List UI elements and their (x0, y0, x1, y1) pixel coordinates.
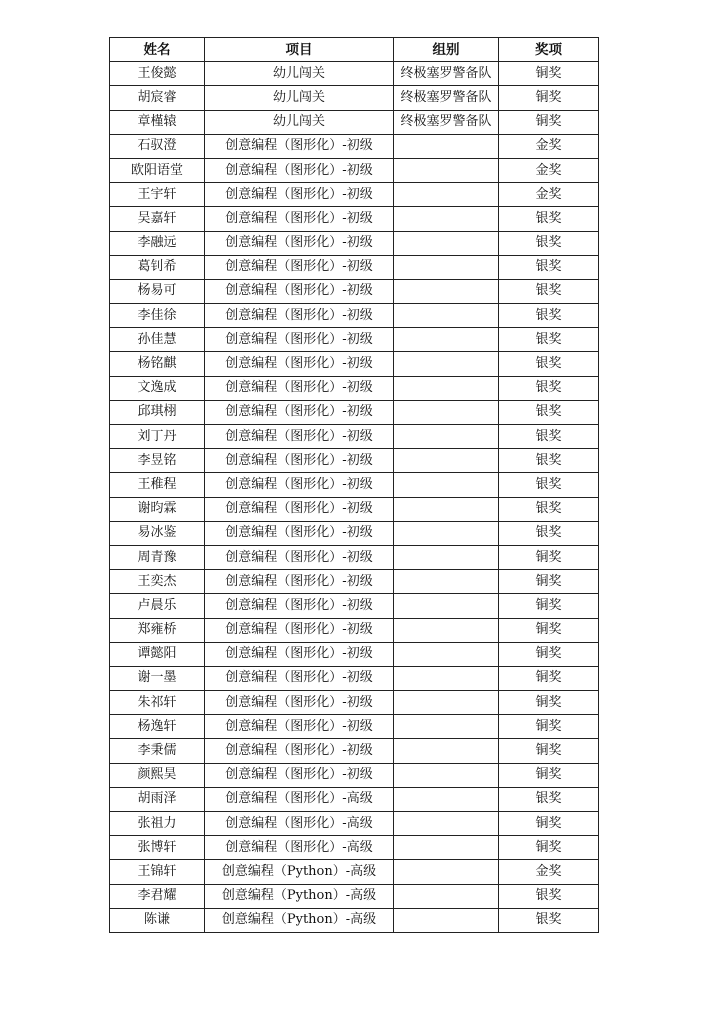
cell-award: 铜奖 (499, 86, 599, 110)
cell-name: 颜熙昊 (110, 763, 205, 787)
cell-award: 银奖 (499, 352, 599, 376)
table-row (110, 545, 599, 569)
cell-award: 银奖 (499, 425, 599, 449)
cell-name: 李融远 (110, 231, 205, 255)
cell-award: 金奖 (499, 134, 599, 158)
cell-group (394, 207, 499, 231)
cell-group (394, 763, 499, 787)
cell-award: 铜奖 (499, 763, 599, 787)
table-row (110, 231, 599, 255)
cell-name: 王奕杰 (110, 570, 205, 594)
cell-project: 幼儿闯关 (205, 110, 394, 134)
cell-award: 银奖 (499, 376, 599, 400)
cell-award: 铜奖 (499, 62, 599, 86)
cell-award: 银奖 (499, 400, 599, 424)
cell-group (394, 183, 499, 207)
table-row (110, 666, 599, 690)
cell-award: 银奖 (499, 449, 599, 473)
cell-project: 创意编程（图形化）-初级 (205, 545, 394, 569)
cell-project: 创意编程（图形化）-初级 (205, 207, 394, 231)
cell-name: 邱琪栩 (110, 400, 205, 424)
cell-group (394, 642, 499, 666)
cell-project: 创意编程（图形化）-初级 (205, 449, 394, 473)
awards-table (109, 37, 599, 933)
cell-project: 创意编程（图形化）-初级 (205, 497, 394, 521)
cell-project: 创意编程（图形化）-初级 (205, 594, 394, 618)
cell-project: 创意编程（图形化）-初级 (205, 400, 394, 424)
awards-sheet (109, 37, 599, 933)
table-row (110, 304, 599, 328)
cell-project: 创意编程（图形化）-初级 (205, 376, 394, 400)
cell-group (394, 158, 499, 182)
cell-award: 铜奖 (499, 594, 599, 618)
header-project: 项目 (205, 38, 394, 62)
cell-project: 创意编程（图形化）-初级 (205, 255, 394, 279)
table-row (110, 618, 599, 642)
table-row (110, 110, 599, 134)
cell-group: 终极塞罗警备队 (394, 62, 499, 86)
cell-award: 铜奖 (499, 812, 599, 836)
cell-award: 铜奖 (499, 642, 599, 666)
cell-name: 谢一墨 (110, 666, 205, 690)
cell-name: 吴嘉轩 (110, 207, 205, 231)
cell-group (394, 570, 499, 594)
table-row (110, 812, 599, 836)
cell-group (394, 812, 499, 836)
cell-name: 易冰鉴 (110, 521, 205, 545)
cell-group (394, 304, 499, 328)
table-row (110, 884, 599, 908)
cell-group (394, 279, 499, 303)
cell-name: 张祖力 (110, 812, 205, 836)
cell-name: 文逸成 (110, 376, 205, 400)
cell-project: 创意编程（图形化）-高级 (205, 812, 394, 836)
table-row (110, 400, 599, 424)
cell-award: 金奖 (499, 183, 599, 207)
table-row (110, 521, 599, 545)
cell-name: 陈谦 (110, 908, 205, 932)
cell-award: 铜奖 (499, 545, 599, 569)
table-row (110, 134, 599, 158)
cell-award: 银奖 (499, 497, 599, 521)
cell-project: 创意编程（图形化）-初级 (205, 425, 394, 449)
table-row (110, 594, 599, 618)
cell-name: 卢晨乐 (110, 594, 205, 618)
cell-name: 王宇轩 (110, 183, 205, 207)
cell-project: 幼儿闯关 (205, 86, 394, 110)
cell-group (394, 473, 499, 497)
cell-name: 杨铭麒 (110, 352, 205, 376)
table-row (110, 787, 599, 811)
table-row (110, 425, 599, 449)
cell-project: 创意编程（图形化）-初级 (205, 231, 394, 255)
cell-award: 银奖 (499, 279, 599, 303)
cell-name: 欧阳语堂 (110, 158, 205, 182)
cell-group (394, 255, 499, 279)
cell-group (394, 618, 499, 642)
cell-name: 李昱铭 (110, 449, 205, 473)
cell-name: 刘丁丹 (110, 425, 205, 449)
cell-project: 创意编程（Python）-高级 (205, 884, 394, 908)
table-row (110, 908, 599, 932)
table-row (110, 473, 599, 497)
cell-name: 石驭澄 (110, 134, 205, 158)
table-row (110, 352, 599, 376)
cell-award: 银奖 (499, 231, 599, 255)
cell-name: 朱祁轩 (110, 691, 205, 715)
cell-group (394, 908, 499, 932)
table-row (110, 62, 599, 86)
cell-group (394, 860, 499, 884)
cell-project: 创意编程（图形化）-初级 (205, 473, 394, 497)
cell-project: 创意编程（图形化）-初级 (205, 158, 394, 182)
cell-group (394, 715, 499, 739)
cell-award: 银奖 (499, 884, 599, 908)
cell-project: 创意编程（图形化）-初级 (205, 642, 394, 666)
table-row (110, 449, 599, 473)
cell-project: 创意编程（图形化）-初级 (205, 618, 394, 642)
table-row (110, 642, 599, 666)
cell-award: 铜奖 (499, 715, 599, 739)
cell-award: 铜奖 (499, 618, 599, 642)
cell-group (394, 231, 499, 255)
cell-project: 创意编程（图形化）-初级 (205, 691, 394, 715)
table-header (110, 38, 599, 62)
cell-name: 谭懿阳 (110, 642, 205, 666)
cell-group (394, 884, 499, 908)
cell-award: 铜奖 (499, 739, 599, 763)
cell-group (394, 328, 499, 352)
cell-name: 李君耀 (110, 884, 205, 908)
cell-group (394, 497, 499, 521)
cell-project: 创意编程（图形化）-初级 (205, 279, 394, 303)
table-row (110, 328, 599, 352)
cell-name: 谢昀霖 (110, 497, 205, 521)
cell-group (394, 376, 499, 400)
cell-project: 创意编程（图形化）-高级 (205, 787, 394, 811)
cell-project: 创意编程（图形化）-初级 (205, 304, 394, 328)
cell-award: 银奖 (499, 521, 599, 545)
cell-award: 银奖 (499, 908, 599, 932)
cell-project: 创意编程（图形化）-高级 (205, 836, 394, 860)
cell-award: 银奖 (499, 787, 599, 811)
cell-group (394, 836, 499, 860)
table-body (110, 62, 599, 933)
table-row (110, 739, 599, 763)
table-row (110, 497, 599, 521)
cell-group (394, 691, 499, 715)
table-row (110, 183, 599, 207)
cell-project: 创意编程（Python）-高级 (205, 860, 394, 884)
cell-project: 创意编程（图形化）-初级 (205, 763, 394, 787)
cell-name: 李佳徐 (110, 304, 205, 328)
table-row (110, 207, 599, 231)
cell-award: 铜奖 (499, 836, 599, 860)
cell-project: 创意编程（图形化）-初级 (205, 666, 394, 690)
table-row (110, 691, 599, 715)
cell-group (394, 666, 499, 690)
cell-project: 创意编程（图形化）-初级 (205, 570, 394, 594)
cell-name: 杨逸轩 (110, 715, 205, 739)
cell-name: 胡雨泽 (110, 787, 205, 811)
cell-name: 葛钊希 (110, 255, 205, 279)
table-row (110, 763, 599, 787)
cell-award: 铜奖 (499, 691, 599, 715)
cell-name: 王锦轩 (110, 860, 205, 884)
table-row (110, 860, 599, 884)
cell-award: 银奖 (499, 304, 599, 328)
cell-group (394, 594, 499, 618)
cell-group (394, 787, 499, 811)
cell-name: 杨易可 (110, 279, 205, 303)
table-row (110, 86, 599, 110)
header-group: 组别 (394, 38, 499, 62)
cell-group: 终极塞罗警备队 (394, 86, 499, 110)
cell-award: 铜奖 (499, 570, 599, 594)
cell-name: 王俊懿 (110, 62, 205, 86)
cell-award: 金奖 (499, 860, 599, 884)
cell-project: 创意编程（图形化）-初级 (205, 183, 394, 207)
cell-award: 银奖 (499, 328, 599, 352)
table-row (110, 255, 599, 279)
table-row (110, 279, 599, 303)
cell-group: 终极塞罗警备队 (394, 110, 499, 134)
cell-group (394, 521, 499, 545)
cell-project: 创意编程（Python）-高级 (205, 908, 394, 932)
cell-name: 周青豫 (110, 545, 205, 569)
cell-name: 章槿辕 (110, 110, 205, 134)
cell-project: 创意编程（图形化）-初级 (205, 739, 394, 763)
cell-group (394, 425, 499, 449)
cell-project: 创意编程（图形化）-初级 (205, 134, 394, 158)
cell-group (394, 545, 499, 569)
cell-award: 银奖 (499, 255, 599, 279)
cell-name: 王稚程 (110, 473, 205, 497)
cell-project: 创意编程（图形化）-初级 (205, 328, 394, 352)
cell-group (394, 449, 499, 473)
cell-group (394, 134, 499, 158)
table-row (110, 836, 599, 860)
table-row (110, 715, 599, 739)
cell-award: 银奖 (499, 207, 599, 231)
cell-group (394, 352, 499, 376)
header-award: 奖项 (499, 38, 599, 62)
cell-project: 创意编程（图形化）-初级 (205, 352, 394, 376)
cell-group (394, 400, 499, 424)
cell-name: 张博轩 (110, 836, 205, 860)
cell-project: 创意编程（图形化）-初级 (205, 715, 394, 739)
table-row (110, 376, 599, 400)
cell-name: 李秉儒 (110, 739, 205, 763)
cell-group (394, 739, 499, 763)
cell-award: 铜奖 (499, 110, 599, 134)
header-row (110, 38, 599, 62)
cell-project: 创意编程（图形化）-初级 (205, 521, 394, 545)
table-row (110, 158, 599, 182)
cell-award: 银奖 (499, 473, 599, 497)
cell-project: 幼儿闯关 (205, 62, 394, 86)
header-name: 姓名 (110, 38, 205, 62)
cell-name: 孙佳慧 (110, 328, 205, 352)
cell-name: 郑雍桥 (110, 618, 205, 642)
cell-name: 胡宸睿 (110, 86, 205, 110)
cell-award: 铜奖 (499, 666, 599, 690)
cell-award: 金奖 (499, 158, 599, 182)
table-row (110, 570, 599, 594)
